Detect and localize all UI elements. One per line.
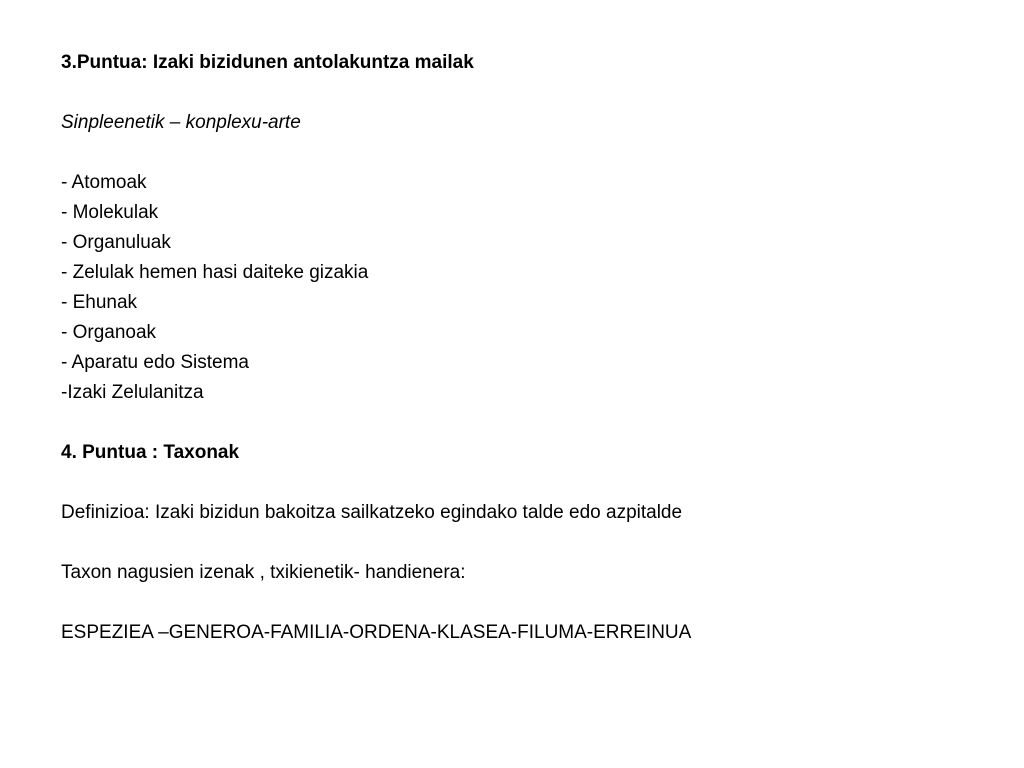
section4-definition: Definizioa: Izaki bizidun bakoitza sailkatzeko egindako talde edo azpitalde xyxy=(61,502,683,523)
list-item-zelulak: - Zelulak hemen hasi daiteke gizakia xyxy=(61,262,369,283)
list-item-izaki-zelulanitza: -Izaki Zelulanitza xyxy=(61,382,204,403)
spacer xyxy=(61,528,991,558)
section3-subheading: Sinpleenetik – konplexu-arte xyxy=(61,112,301,133)
list-item-ehunak: - Ehunak xyxy=(61,292,138,313)
list-item-atomoak: - Atomoak xyxy=(61,172,147,193)
spacer xyxy=(61,78,991,108)
spacer xyxy=(61,588,991,618)
spacer xyxy=(61,408,991,438)
section4-taxon-list: ESPEZIEA –GENEROA-FAMILIA-ORDENA-KLASEA-FILUMA-ERREINUA xyxy=(61,622,692,643)
slide-content xyxy=(61,48,991,648)
list-item-aparatu: - Aparatu edo Sistema xyxy=(61,352,249,373)
spacer xyxy=(61,468,991,498)
section3-heading: 3.Puntua: Izaki bizidunen antolakuntza mailak xyxy=(61,52,474,73)
section4-heading: 4. Puntua : Taxonak xyxy=(61,442,240,463)
section4-taxon-intro: Taxon nagusien izenak , txikienetik- handienera: xyxy=(61,562,466,583)
spacer xyxy=(61,138,991,168)
list-item-organoak: - Organoak xyxy=(61,322,157,343)
list-item-molekulak: - Molekulak xyxy=(61,202,159,223)
list-item-organuluak: - Organuluak xyxy=(61,232,171,253)
